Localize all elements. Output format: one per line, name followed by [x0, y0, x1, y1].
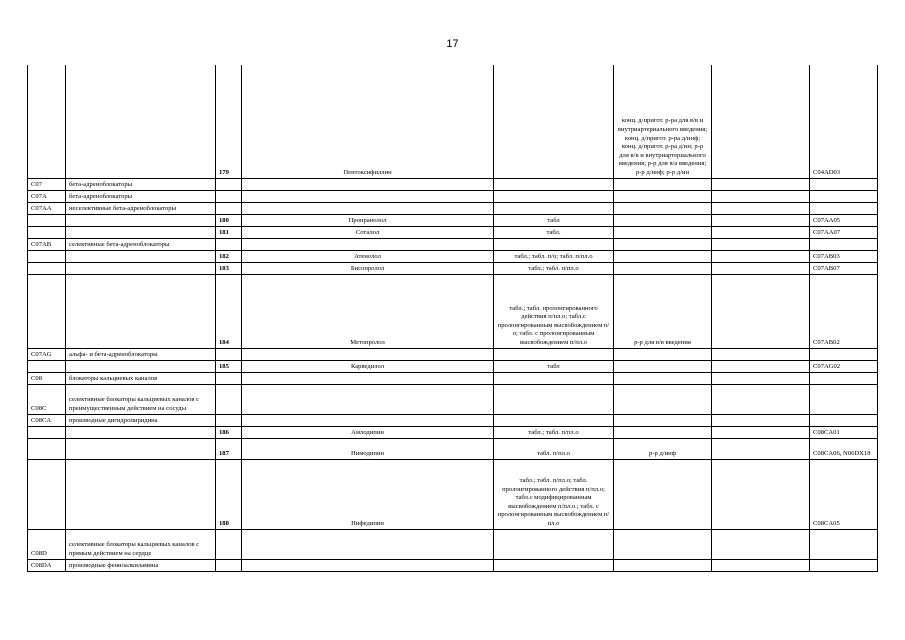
- row-atc-code: [810, 238, 878, 250]
- row-dosage-form-extra: [614, 226, 712, 238]
- row-dosage-form: [494, 529, 614, 559]
- table-row: [28, 459, 878, 529]
- row-code: [28, 459, 66, 529]
- row-atc-code: C07AA07: [810, 226, 878, 238]
- row-atc-code: C08CA06, N06DX18: [810, 438, 878, 459]
- row-atc-code: [810, 529, 878, 559]
- row-dosage-form: табл.; табл. п/пл.о: [494, 426, 614, 438]
- row-dosage-form: [494, 384, 614, 414]
- row-number: 179: [216, 65, 242, 178]
- row-dosage-form-extra: [614, 372, 712, 384]
- row-dosage-form: [494, 372, 614, 384]
- row-atc-code: [810, 384, 878, 414]
- row-drug-name: [242, 202, 494, 214]
- row-code: C08C: [28, 384, 66, 414]
- row-code: [28, 360, 66, 372]
- row-drug-name: Пентоксифиллин: [242, 65, 494, 178]
- row-other: [712, 262, 810, 274]
- row-drug-name: Соталол: [242, 226, 494, 238]
- table-row: [28, 202, 878, 214]
- row-drug-name: Метопролол: [242, 274, 494, 348]
- row-drug-name: Пропранолол: [242, 214, 494, 226]
- row-code: [28, 250, 66, 262]
- row-dosage-form-extra: р-р для в/в введения: [614, 274, 712, 348]
- row-number: [216, 202, 242, 214]
- row-drug-name: Нифедипин: [242, 459, 494, 529]
- row-number: 188: [216, 459, 242, 529]
- table-row: [28, 426, 878, 438]
- table-row: [28, 559, 878, 571]
- table-row: [28, 250, 878, 262]
- row-drug-name: [242, 384, 494, 414]
- row-drug-name: [242, 372, 494, 384]
- table-row: [28, 360, 878, 372]
- row-group-name: [66, 360, 216, 372]
- row-other: [712, 459, 810, 529]
- row-code: [28, 274, 66, 348]
- row-other: [712, 214, 810, 226]
- table-row: [28, 214, 878, 226]
- row-dosage-form-extra: [614, 559, 712, 571]
- table-row: [28, 348, 878, 360]
- row-dosage-form-extra: [614, 414, 712, 426]
- row-number: 181: [216, 226, 242, 238]
- row-group-name: [66, 250, 216, 262]
- row-dosage-form: [494, 414, 614, 426]
- row-drug-name: Бисопролол: [242, 262, 494, 274]
- row-dosage-form: [494, 238, 614, 250]
- row-code: C08DA: [28, 559, 66, 571]
- table-row: [28, 190, 878, 202]
- row-dosage-form-extra: [614, 426, 712, 438]
- row-atc-code: C07AA05: [810, 214, 878, 226]
- row-atc-code: C04AD03: [810, 65, 878, 178]
- row-other: [712, 360, 810, 372]
- row-drug-name: Атенолол: [242, 250, 494, 262]
- row-dosage-form: табл.: [494, 226, 614, 238]
- row-atc-code: [810, 190, 878, 202]
- row-atc-code: [810, 202, 878, 214]
- row-dosage-form-extra: [614, 348, 712, 360]
- row-group-name: селективные блокаторы кальциевых каналов с прямым действием на сердце: [66, 529, 216, 559]
- row-number: 185: [216, 360, 242, 372]
- row-group-name: [66, 274, 216, 348]
- row-dosage-form: [494, 178, 614, 190]
- row-dosage-form-extra: конц. д/пригот. р-ра для в/в и внутриартериального введения; конц. д/пригот. р-ра д/инф; конц. д/пригот. р-ра д/ин; р-р для в/в и внутриартериального введения; р-р для в/а введения; р-р д/инф; р-р д/ин: [614, 65, 712, 178]
- row-other: [712, 414, 810, 426]
- table-row: [28, 238, 878, 250]
- row-code: [28, 262, 66, 274]
- row-dosage-form: [494, 190, 614, 202]
- row-dosage-form-extra: [614, 190, 712, 202]
- row-group-name: селективные бета-адреноблокаторы: [66, 238, 216, 250]
- row-code: C08CA: [28, 414, 66, 426]
- row-number: [216, 414, 242, 426]
- row-group-name: альфа- и бета-адреноблокаторы: [66, 348, 216, 360]
- row-atc-code: C07AB03: [810, 250, 878, 262]
- row-dosage-form: табл.; табл. пролонгированного действия п/пл.о; табл.с пролонгированным высвобождением п/о; табл. с пролонгированным высвобождением п/пл.о: [494, 274, 614, 348]
- row-dosage-form: [494, 202, 614, 214]
- row-other: [712, 226, 810, 238]
- row-number: 183: [216, 262, 242, 274]
- row-number: 184: [216, 274, 242, 348]
- row-other: [712, 190, 810, 202]
- row-other: [712, 65, 810, 178]
- table-row: [28, 384, 878, 414]
- row-code: C07A: [28, 190, 66, 202]
- row-atc-code: C07AB07: [810, 262, 878, 274]
- row-dosage-form: табл.; табл. п/пл.о; табл. пролонгированного действия п/пл.о; табл.с модифицированным высвобождением п/пл.о.; табл. с пролонгированным высвобождением п/пл.о: [494, 459, 614, 529]
- row-other: [712, 178, 810, 190]
- row-group-name: бета-адреноблокаторы: [66, 190, 216, 202]
- row-code: C07: [28, 178, 66, 190]
- row-atc-code: C08CA01: [810, 426, 878, 438]
- row-dosage-form-extra: р-р д/инф: [614, 438, 712, 459]
- row-number: [216, 372, 242, 384]
- row-other: [712, 238, 810, 250]
- page-number: 17: [446, 38, 459, 50]
- row-dosage-form-extra: [614, 238, 712, 250]
- row-drug-name: [242, 190, 494, 202]
- row-drug-name: [242, 414, 494, 426]
- row-drug-name: [242, 529, 494, 559]
- row-dosage-form-extra: [614, 360, 712, 372]
- row-code: [28, 65, 66, 178]
- row-other: [712, 559, 810, 571]
- row-dosage-form: [494, 65, 614, 178]
- drug-list-table: [27, 65, 878, 572]
- row-group-name: бета-адреноблокаторы: [66, 178, 216, 190]
- row-code: C08: [28, 372, 66, 384]
- row-drug-name: [242, 238, 494, 250]
- row-code: C07AA: [28, 202, 66, 214]
- row-other: [712, 426, 810, 438]
- row-drug-name: Амлодипин: [242, 426, 494, 438]
- row-other: [712, 274, 810, 348]
- row-dosage-form-extra: [614, 202, 712, 214]
- row-code: [28, 214, 66, 226]
- row-number: 186: [216, 426, 242, 438]
- row-dosage-form-extra: [614, 262, 712, 274]
- row-other: [712, 384, 810, 414]
- row-number: [216, 529, 242, 559]
- row-group-name: неселективные бета-адреноблокаторы: [66, 202, 216, 214]
- row-group-name: [66, 65, 216, 178]
- row-other: [712, 250, 810, 262]
- row-number: [216, 190, 242, 202]
- row-atc-code: [810, 178, 878, 190]
- row-number: 182: [216, 250, 242, 262]
- row-code: [28, 438, 66, 459]
- row-group-name: [66, 214, 216, 226]
- table-row: [28, 274, 878, 348]
- row-dosage-form: [494, 559, 614, 571]
- row-number: [216, 559, 242, 571]
- row-other: [712, 529, 810, 559]
- row-atc-code: C07AB02: [810, 274, 878, 348]
- row-group-name: [66, 426, 216, 438]
- row-dosage-form: табл.; табл. п/о; табл. п/пл.о: [494, 250, 614, 262]
- row-group-name: [66, 262, 216, 274]
- row-atc-code: [810, 348, 878, 360]
- row-drug-name: [242, 178, 494, 190]
- table-row: [28, 438, 878, 459]
- row-group-name: [66, 226, 216, 238]
- row-code: [28, 426, 66, 438]
- row-dosage-form-extra: [614, 384, 712, 414]
- row-group-name: производные дигидропиридина: [66, 414, 216, 426]
- row-atc-code: [810, 414, 878, 426]
- row-dosage-form: табл. п/пл.о: [494, 438, 614, 459]
- row-dosage-form: табл.; табл. п/пл.о: [494, 262, 614, 274]
- row-dosage-form-extra: [614, 214, 712, 226]
- row-dosage-form: [494, 348, 614, 360]
- table-row: [28, 372, 878, 384]
- table-row: [28, 414, 878, 426]
- row-group-name: селективные блокаторы кальциевых каналов с преимущественным действием на сосуды: [66, 384, 216, 414]
- row-code: C07AB: [28, 238, 66, 250]
- row-group-name: [66, 459, 216, 529]
- row-group-name: блокаторы кальциевых каналов: [66, 372, 216, 384]
- row-drug-name: [242, 559, 494, 571]
- row-dosage-form: табл: [494, 360, 614, 372]
- row-other: [712, 372, 810, 384]
- table-row: [28, 262, 878, 274]
- row-drug-name: [242, 348, 494, 360]
- row-number: [216, 348, 242, 360]
- row-other: [712, 438, 810, 459]
- row-atc-code: C07AG02: [810, 360, 878, 372]
- row-code: C07AG: [28, 348, 66, 360]
- table-row: [28, 65, 878, 178]
- row-drug-name: Карведилол: [242, 360, 494, 372]
- row-other: [712, 348, 810, 360]
- row-code: [28, 226, 66, 238]
- row-atc-code: [810, 372, 878, 384]
- row-dosage-form-extra: [614, 250, 712, 262]
- row-group-name: [66, 438, 216, 459]
- row-number: 187: [216, 438, 242, 459]
- table-row: [28, 178, 878, 190]
- row-group-name: производные фенилалкиламина: [66, 559, 216, 571]
- row-number: 180: [216, 214, 242, 226]
- row-atc-code: [810, 559, 878, 571]
- row-number: [216, 178, 242, 190]
- row-number: [216, 238, 242, 250]
- table-row: [28, 226, 878, 238]
- row-dosage-form: табл: [494, 214, 614, 226]
- row-dosage-form-extra: [614, 459, 712, 529]
- row-atc-code: C08CA05: [810, 459, 878, 529]
- row-number: [216, 384, 242, 414]
- row-other: [712, 202, 810, 214]
- row-dosage-form-extra: [614, 529, 712, 559]
- row-drug-name: Нимодипин: [242, 438, 494, 459]
- table-row: [28, 529, 878, 559]
- row-dosage-form-extra: [614, 178, 712, 190]
- row-code: C08D: [28, 529, 66, 559]
